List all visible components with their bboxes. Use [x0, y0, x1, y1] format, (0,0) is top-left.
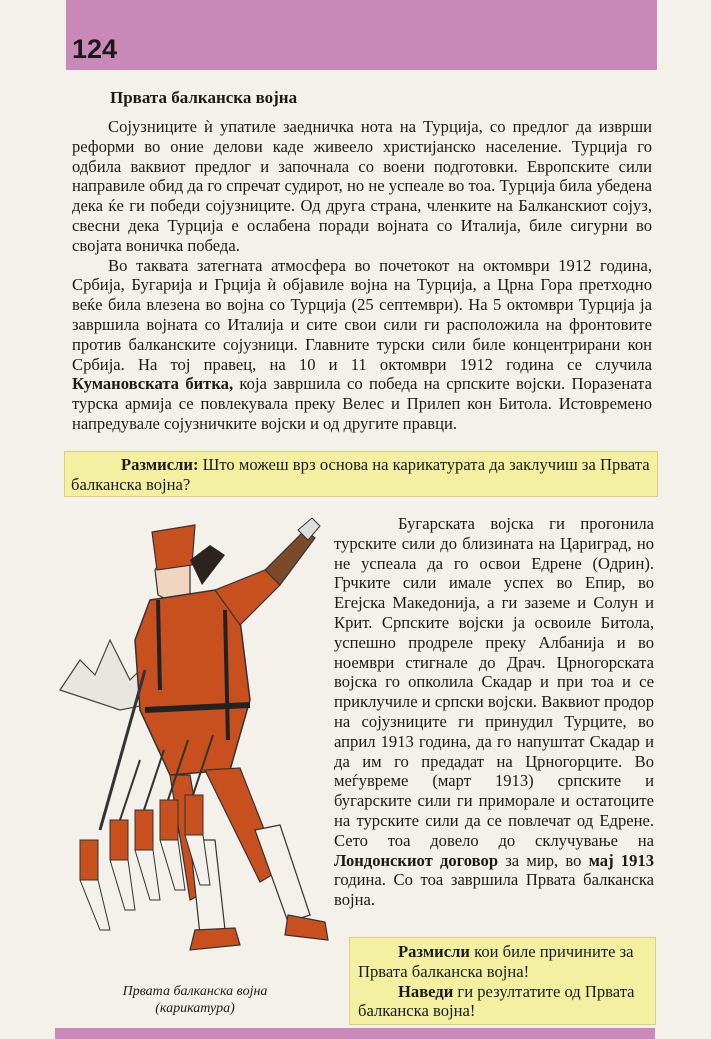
- think-prompt-results: [358, 982, 650, 1022]
- kumanovo-battle-bold: Кумановската битка,: [72, 374, 234, 394]
- think-results-text: ги резултатите од Првата балканска војна!: [358, 981, 635, 1021]
- london-treaty-bold: Лондонскиот договор: [334, 850, 499, 870]
- section-title: Првата балканска војна: [110, 88, 298, 107]
- think-box-2-text: [358, 942, 650, 1021]
- paragraph-2-part-a: Во таквата затегната атмосфера во почетокот на октомври 1912 година, Србија, Бугарија и Грција ѝ објавиле војна на Турција, а Црна Гора претходно веќе била влезена во војна со Турција (25 септември). На 5 октомври Турција ја завршила војната со Италија и сите свои сили ги расположила на фронтовите против балканските сојузници. Главните турски сили биле концентрирани кон Србија. На тој правец, на 10 и 11 октомври 1912 година се случила: [72, 255, 652, 374]
- page-number: 124: [72, 34, 118, 64]
- think-question: Што можеш врз основа на карикатурата да заклучиш за Првата балканска војна?: [71, 455, 650, 494]
- right-column-text: [334, 514, 654, 910]
- caricature-illustration: [40, 510, 340, 980]
- header-band: [66, 0, 657, 70]
- footer-band: [55, 1028, 655, 1039]
- body-text: [72, 117, 652, 434]
- list-label: Наведи: [398, 981, 454, 1001]
- think-prompt-causes: [358, 942, 650, 982]
- think-box-1: [64, 451, 658, 497]
- think-box-1-text: [71, 455, 651, 494]
- think-box-2: [349, 937, 656, 1025]
- may-1913-bold: мај 1913: [588, 850, 654, 870]
- paragraph-2-part-b: која завршила со победа на српските војски. Поразената турска армија се повлекувала преку Велес и Прилеп кон Битола. Истовремено напредувале сојузничките војски и од другите правци.: [72, 374, 652, 433]
- paragraph-2: [72, 256, 652, 434]
- caption-line-1: Првата балканска војна: [122, 984, 268, 999]
- right-text-c: година. Со тоа завршила Првата балканска војна.: [334, 870, 654, 910]
- paragraph-1: Сојузниците ѝ упатиле заедничка нота на Турција, со предлог да изврши реформи во оние делови каде живеело христијанско население. Турција го одбила ваквиот предлог и започнала со воени подготовки. Европските сили направиле обид да го спречат судирот, но не успеале во тоа. Турција била убедена дека ќе ги победи сојузниците. Од друга страна, членките на Балканскиот сојуз, свесни дека Турција е ослабена поради војната со Италија, биле сигурни во својата воничка победа.: [72, 117, 652, 255]
- giant-soldier-drawing: [100, 518, 328, 950]
- think-causes-text: кои биле причините за Првата балканска војна!: [358, 942, 634, 981]
- right-text-a: Бугарската војска ги прогонила турските сили до близината на Цариград, но не успеала да го освои Едрене (Одрин). Грчките сили имале успех во Епир, во Егејска Македонија, а ги заземе и Солун и Крит. Српските војски ја освоиле Битола, успешно продреле преку Албанија и во ноември стигнале до Драч. Црногорската војска го опколила Скадар и при тоа и се приклучиле и српски војски. Ваквиот продор на сојузниците ги принудил Турците, во април 1913 година, да го напуштат Скадар и да им го предадат на Црногорците. Во меѓувреме (март 1913) српските и бугарските сили ги приморале и остатоците на турските сили да се повлечат од Едрене. Сето тоа довело до склучување на: [334, 514, 654, 850]
- figure-caption: [70, 983, 320, 1017]
- right-paragraph: [334, 514, 654, 910]
- think-label: Размисли:: [121, 455, 199, 474]
- think-label-2: Размисли: [398, 942, 470, 961]
- right-text-b: за мир, во: [498, 850, 589, 870]
- caption-line-2: (карикатура): [155, 1001, 235, 1016]
